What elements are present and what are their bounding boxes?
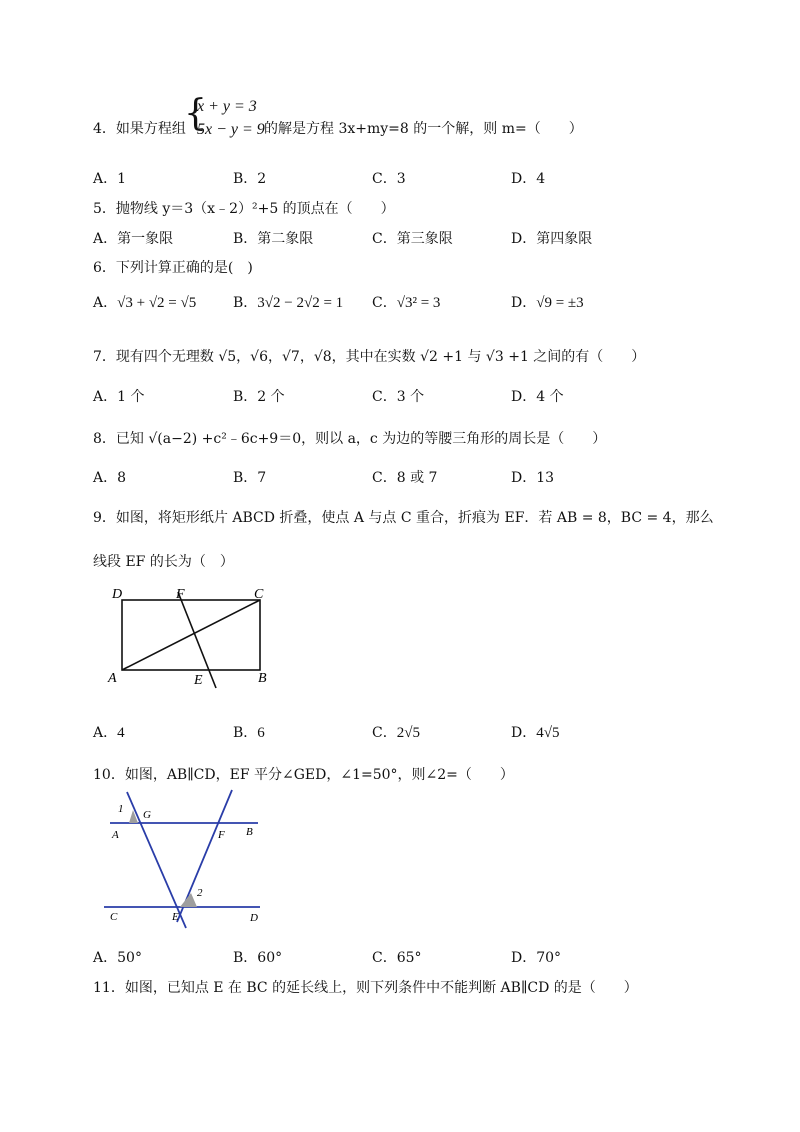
q6-option-b[interactable]: B．3√2 − 2√2 = 1: [233, 295, 344, 311]
label-d: D: [250, 912, 258, 924]
q6-option-c[interactable]: C．√3² = 3: [372, 295, 441, 311]
label-a: A: [112, 829, 119, 841]
q8-option-d[interactable]: D．13: [511, 470, 555, 486]
label-f: F: [176, 587, 185, 602]
q5-option-c[interactable]: C．第三象限: [372, 231, 453, 247]
label-c: C: [110, 911, 118, 923]
q5-option-d[interactable]: D．第四象限: [511, 231, 593, 247]
q7-option-b[interactable]: B．2 个: [233, 389, 285, 405]
system-brace: {: [184, 93, 207, 134]
label-angle-2: 2: [197, 887, 203, 899]
label-g: G: [143, 809, 151, 821]
q7-option-c[interactable]: C．3 个: [372, 389, 425, 405]
label-b: B: [258, 671, 267, 686]
q10-text: 10．如图，AB∥CD，EF 平分∠GED，∠1=50°，则∠2=（ ）: [93, 767, 514, 783]
q9-figure-rectangle: [100, 580, 290, 692]
q6-option-a[interactable]: A．√3 + √2 = √5: [93, 295, 197, 311]
label-c: C: [254, 587, 264, 602]
q4-prefix: 4．如果方程组: [93, 121, 186, 137]
q6-text: 6．下列计算正确的是( ): [93, 260, 253, 276]
q4-equation-1: x + y = 3: [197, 98, 257, 115]
label-d: D: [112, 587, 123, 602]
q9-text-line1: 9．如图，将矩形纸片 ABCD 折叠，使点 A 与点 C 重合，折痕为 EF．若 AB = 8，BC = 4，那么: [93, 510, 714, 526]
q7-option-d[interactable]: D．4 个: [511, 389, 564, 405]
label-e: E: [172, 911, 179, 923]
q10-option-d[interactable]: D．70°: [511, 950, 562, 966]
q9-option-b[interactable]: B．6: [233, 725, 265, 741]
q10-option-a[interactable]: A．50°: [93, 950, 142, 966]
q10-figure-parallel-lines: [100, 786, 270, 930]
q9-option-a[interactable]: A．4: [93, 725, 125, 741]
q11-text: 11．如图，已知点 E 在 BC 的延长线上，则下列条件中不能判断 AB∥CD 的是（ ）: [93, 980, 638, 996]
label-a: A: [108, 671, 117, 686]
q4-suffix: 的解是方程 3x+my=8 的一个解，则 m=（ ）: [264, 121, 583, 137]
q4-option-d[interactable]: D．4: [511, 171, 546, 187]
q4-option-b[interactable]: B．2: [233, 171, 267, 187]
label-f: F: [218, 829, 225, 841]
q9-option-d[interactable]: D．4√5: [511, 725, 560, 741]
q9-text-line2: 线段 EF 的长为（ ）: [93, 554, 234, 570]
q4-equation-2: 5x − y = 9: [197, 121, 265, 138]
q8-option-c[interactable]: C．8 或 7: [372, 470, 438, 486]
q5-text: 5．抛物线 y＝3（x﹣2）²+5 的顶点在（ ）: [93, 201, 395, 217]
q8-option-a[interactable]: A．8: [93, 470, 127, 486]
q5-option-b[interactable]: B．第二象限: [233, 231, 314, 247]
diagonal-ac: [122, 600, 260, 670]
q4-option-a[interactable]: A．1: [93, 171, 127, 187]
label-e: E: [194, 673, 203, 688]
q7-option-a[interactable]: A．1 个: [93, 389, 145, 405]
q10-option-c[interactable]: C．65°: [372, 950, 422, 966]
q6-option-d[interactable]: D．√9 = ±3: [511, 295, 584, 311]
label-angle-1: 1: [118, 803, 124, 815]
q7-text: 7．现有四个无理数 √5，√6，√7，√8，其中在实数 √2 +1 与 √3 +1 之间的有（ ）: [93, 349, 646, 365]
q10-option-b[interactable]: B．60°: [233, 950, 283, 966]
q9-option-c[interactable]: C．2√5: [372, 725, 420, 741]
label-b: B: [246, 826, 253, 838]
q4-option-c[interactable]: C．3: [372, 171, 406, 187]
q5-option-a[interactable]: A．第一象限: [93, 231, 174, 247]
q8-text: 8．已知 √(a−2) +c²﹣6c+9＝0，则以 a，c 为边的等腰三角形的周长是（ ）: [93, 431, 607, 447]
q8-option-b[interactable]: B．7: [233, 470, 267, 486]
